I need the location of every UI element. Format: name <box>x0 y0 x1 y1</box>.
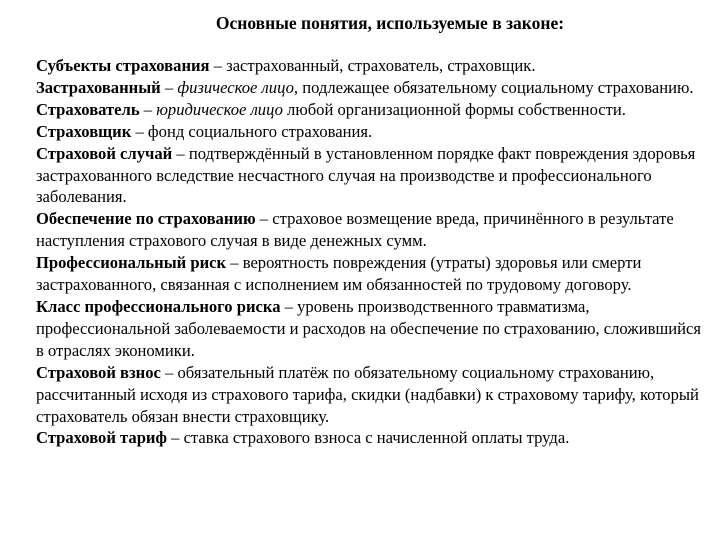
definition-term: Страхователь <box>36 99 140 119</box>
definition-separator: – <box>209 56 227 75</box>
definition-separator: – <box>131 121 148 141</box>
definition-term: Застрахованный <box>36 77 161 97</box>
page-title: Основные понятия, используемые в законе: <box>215 13 565 33</box>
definition-text: , подлежащее обязательному социальному страхованию. <box>293 77 694 97</box>
definition-text: уровень производственного травматизма, профессиональной заболеваемости и расходов на обеспечение по страхованию, сложившийся в отраслях экономики. <box>36 296 702 360</box>
definition-term: Обеспечение по страхованию <box>36 209 256 229</box>
definition-item <box>36 427 702 449</box>
definition-item <box>36 55 702 77</box>
definition-text: любой организационной формы собственности. <box>282 99 626 119</box>
definition-text: фонд социального страхования. <box>147 121 373 141</box>
definition-separator: – <box>160 77 178 97</box>
definition-item <box>36 208 702 252</box>
definition-separator: – <box>166 428 184 448</box>
definition-text: страховое возмещение вреда, причинённого в результате наступления страхового случая в виде денежных сумм. <box>36 209 674 251</box>
definition-term: Страховой взнос <box>36 362 161 382</box>
definition-separator: – <box>172 143 189 163</box>
definition-term: Страховой случай <box>36 143 173 163</box>
definition-term: Страховщик <box>36 121 132 141</box>
definition-separator: – <box>280 296 298 316</box>
definition-item <box>36 77 702 99</box>
definition-item <box>36 252 702 296</box>
definition-italic-text: физическое лицо <box>177 77 294 97</box>
definition-item <box>36 143 702 209</box>
definition-term: Субъекты страхования <box>36 56 210 75</box>
definition-text: вероятность повреждения (утраты) здоровья или смерти застрахованного, связанная с исполнением им обязанностей по трудовому договору. <box>36 253 642 295</box>
definition-separator: – <box>139 99 157 119</box>
definition-term: Профессиональный риск <box>36 253 227 273</box>
definition-item <box>36 362 702 428</box>
definition-text: подтверждённый в установленном порядке факт повреждения здоровья застрахованного вследствие несчастного случая на производстве и профессионального заболевания. <box>36 143 696 207</box>
definition-term: Класс профессионального риска <box>36 296 281 316</box>
definitions-list <box>36 55 702 449</box>
definition-separator: – <box>255 209 273 229</box>
definition-term: Страховой тариф <box>36 428 167 448</box>
definition-italic-text: юридическое лицо <box>156 99 283 119</box>
definition-item <box>36 296 702 362</box>
definition-text: обязательный платёж по обязательному социальному страхованию, рассчитанный исходя из страхового тарифа, скидки (надбавки) к страховому тарифу, который страхователь обязан внести страховщику. <box>36 362 699 426</box>
definition-separator: – <box>160 362 178 382</box>
definition-item <box>36 121 702 143</box>
definition-text: ставка страхового взноса с начисленной оплаты труда. <box>183 428 570 448</box>
definition-separator: – <box>226 253 243 273</box>
definition-item <box>36 99 702 121</box>
definition-text: застрахованный, страхователь, страховщик. <box>226 56 536 75</box>
